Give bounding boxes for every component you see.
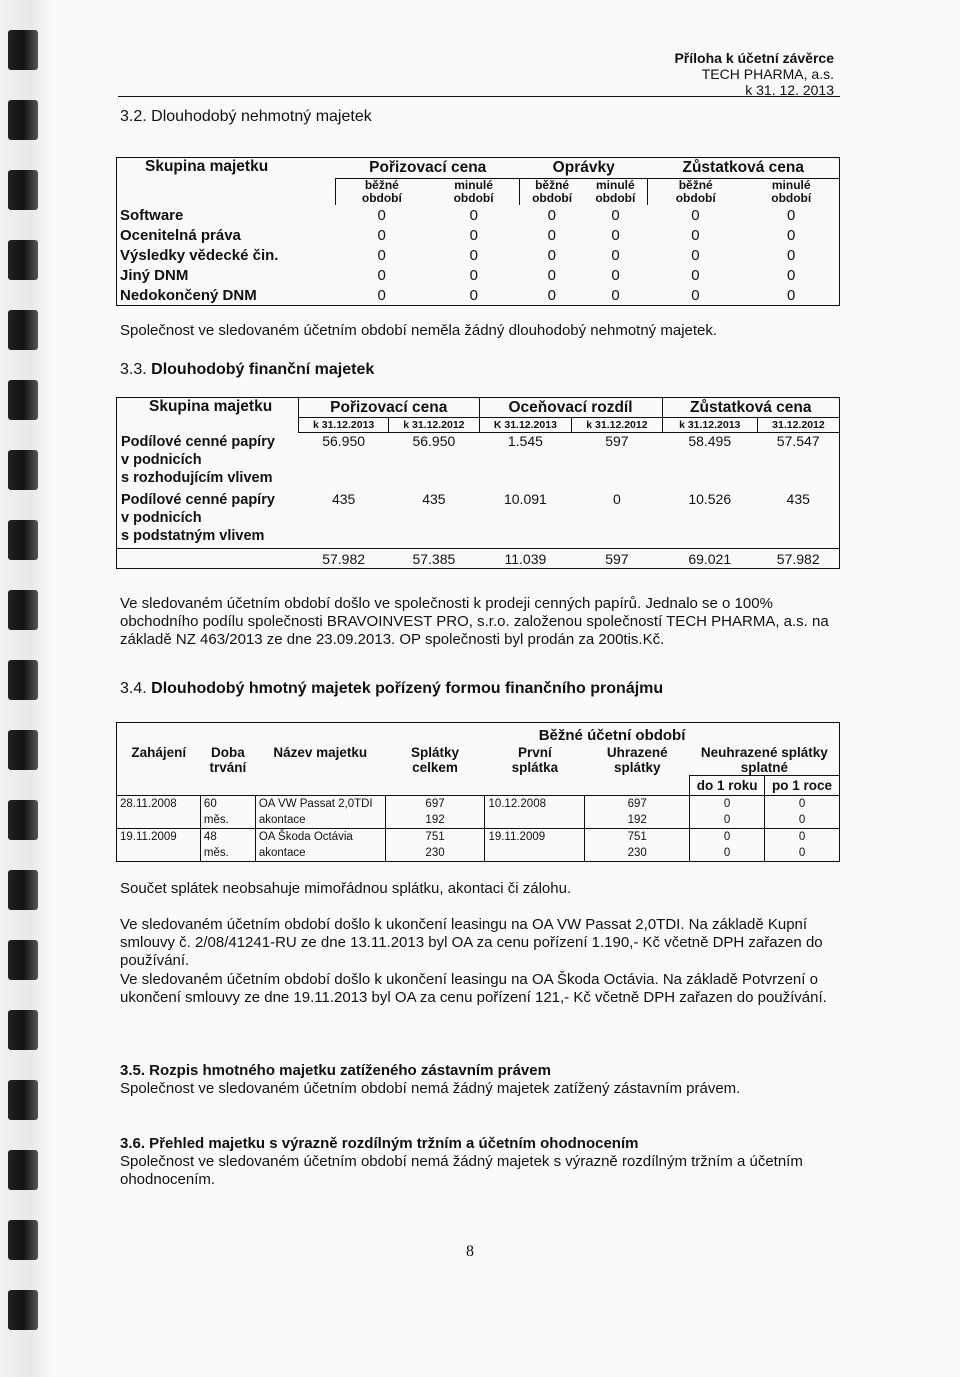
cell: 697	[585, 795, 690, 812]
cell: 0	[787, 246, 796, 264]
section-3-2-note: Společnost ve sledovaném účetním období neměla žádný dlouhodobý nehmotný majetek.	[120, 322, 718, 339]
section-3-4-p1: Součet splátek neobsahuje mimořádnou splátku, akontaci či zálohu.	[120, 880, 572, 897]
cell: 230	[585, 845, 690, 862]
section-3-3-heading	[120, 361, 374, 379]
col-group-header: Skupina majetku	[149, 398, 273, 415]
table-row	[117, 245, 840, 265]
cell: 0	[691, 266, 700, 284]
binding-spine	[0, 0, 52, 1377]
table-row	[117, 812, 840, 829]
sub-header: minulé	[771, 178, 811, 192]
cell: 69.021	[688, 550, 732, 567]
sub-header: období	[361, 191, 402, 205]
sub-header: běžné	[535, 178, 570, 192]
table-row	[117, 795, 840, 812]
cell: 60	[200, 795, 255, 812]
cell: 57.982	[776, 550, 820, 567]
group-header: Zůstatková cena	[662, 398, 839, 418]
cell: 0	[691, 246, 700, 264]
cell: 0	[787, 206, 796, 224]
cell: 435	[331, 490, 356, 507]
col-header: Doba	[211, 744, 245, 760]
row-label: Nedokončený DNM	[120, 286, 257, 304]
cell: 0	[691, 286, 700, 304]
cell: 0	[611, 246, 620, 264]
cell: 0	[690, 828, 765, 845]
section-number: 3.2.	[120, 108, 147, 125]
cell: 0	[798, 846, 806, 859]
col-header: po 1 roce	[765, 775, 840, 795]
binder-ring	[8, 1010, 38, 1050]
sub-header: K 31.12.2013	[479, 418, 572, 433]
cell: 19.11.2009	[117, 828, 201, 845]
cell: 751	[585, 828, 690, 845]
row-label: Ocenitelná práva	[120, 226, 241, 244]
binder-ring	[8, 1150, 38, 1190]
cell: 10.12.2008	[485, 795, 585, 812]
sub-header: minulé	[454, 178, 493, 192]
row-label-line: Podílové cenné papíry	[121, 433, 275, 450]
col-group-header: Skupina majetku	[145, 158, 269, 175]
cell: 597	[605, 433, 629, 449]
binder-ring	[8, 730, 38, 770]
cell: 0	[469, 226, 479, 244]
section-3-6-heading: 3.6. Přehled majetku s výrazně rozdílným tržním a účetním ohodnocením	[120, 1135, 639, 1152]
cell: 697	[385, 795, 485, 812]
col-header: do 1 roku	[690, 775, 765, 795]
binder-ring	[8, 310, 38, 350]
binder-ring	[8, 660, 38, 700]
cell: 597	[605, 550, 629, 567]
cell: akontace	[255, 812, 385, 829]
table-row	[117, 828, 840, 845]
sub-header: běžné	[364, 178, 399, 192]
row-label: Výsledky vědecké čin.	[120, 246, 279, 264]
binder-ring	[8, 1220, 38, 1260]
binder-ring	[8, 450, 38, 490]
cell: 751	[385, 828, 485, 845]
sub-header: období	[595, 191, 636, 205]
table-row	[117, 491, 840, 549]
cell: 56.950	[322, 433, 366, 449]
cell: 192	[385, 812, 485, 829]
group-header: Oprávky	[520, 158, 647, 179]
cell: 0	[691, 226, 700, 244]
section-number: 3.4.	[120, 680, 147, 697]
cell: 435	[786, 490, 810, 507]
row-label: Software	[120, 206, 184, 224]
cell: 0	[798, 830, 806, 843]
group-header: Pořizovací cena	[299, 398, 480, 418]
cell: 0	[547, 266, 556, 284]
period-header: Běžné účetní období	[538, 727, 686, 745]
section-3-4-p3: Ve sledovaném účetním období došlo k ukončení leasingu na OA Škoda Octávia. Na základě Potvrzení o ukončení smlouvy ze dne 19.11.2013 byl OA za cenu pořízení 121,- Kč včetně DPH zařazen do používání.	[120, 971, 827, 1006]
cell: 0	[798, 797, 806, 810]
sub-header: k 31.12.2013	[662, 418, 757, 433]
table-row	[117, 225, 840, 245]
intangible-assets-table	[116, 157, 840, 306]
page-number: 8	[466, 1243, 474, 1260]
cell: 0	[691, 206, 700, 224]
cell: 0	[547, 226, 556, 244]
cell: 0	[787, 226, 796, 244]
col-header: splatné	[740, 759, 788, 775]
binder-ring	[8, 170, 38, 210]
cell: 0	[611, 226, 620, 244]
cell: 10.526	[688, 490, 732, 507]
row-label-line: v podnicích	[121, 451, 202, 468]
sub-header: období	[675, 191, 716, 205]
cell: 10.091	[503, 490, 547, 507]
cell: 57.385	[412, 550, 456, 567]
cell: 0	[469, 206, 479, 224]
cell: 0	[690, 845, 765, 862]
row-label-line: s podstatným vlivem	[121, 527, 265, 544]
cell: 11.039	[504, 550, 547, 567]
col-header: trvání	[209, 759, 247, 775]
cell: 48	[200, 828, 255, 845]
cell: 0	[377, 286, 386, 304]
row-label-line: v podnicích	[121, 509, 202, 526]
cell: 0	[611, 206, 620, 224]
section-3-2-heading	[120, 108, 372, 126]
page-header	[674, 50, 834, 98]
section-3-4-p2: Ve sledovaném účetním období došlo k ukončení leasingu na OA VW Passat 2,0TDI. Na základě Kupní smlouvy č. 2/08/41241-RU ze dne 13.11.2013 byl OA za cenu pořízení 1.190,- Kč včetně DPH zařazen do používání.	[120, 916, 823, 969]
binder-ring	[8, 800, 38, 840]
row-label	[117, 433, 299, 491]
section-3-5-heading: 3.5. Rozpis hmotného majetku zatíženého zástavním právem	[120, 1062, 551, 1079]
table-row	[117, 285, 840, 306]
cell: 0	[377, 206, 386, 224]
row-label: Jiný DNM	[120, 266, 189, 284]
header-line2: TECH PHARMA, a.s.	[701, 66, 834, 82]
cell: 435	[422, 490, 446, 507]
cell: 28.11.2008	[117, 795, 201, 812]
financial-assets-table	[116, 397, 840, 569]
cell: 0	[611, 266, 620, 284]
section-3-6-text: Společnost ve sledovaném účetním období nemá žádný majetek s výrazně rozdílným tržním a účetním ohodnocením.	[120, 1153, 803, 1188]
binder-ring	[8, 940, 38, 980]
cell: 58.495	[688, 433, 732, 449]
col-header: Neuhrazené splátky	[700, 744, 828, 760]
cell: měs.	[200, 812, 255, 829]
binder-ring	[8, 240, 38, 280]
cell: 57.547	[776, 433, 820, 449]
section-3-5-text: Společnost ve sledovaném účetním období nemá žádný majetek zatížený zástavním právem.	[120, 1080, 741, 1097]
cell: 0	[377, 266, 386, 284]
sub-header: minulé	[595, 178, 635, 192]
cell	[117, 812, 201, 829]
row-label-line: s rozhodujícím vlivem	[121, 469, 273, 486]
cell: 0	[377, 246, 386, 264]
sub-header: 31.12.2012	[757, 418, 839, 433]
row-label	[117, 491, 299, 549]
sub-header: období	[532, 191, 573, 205]
col-header: Zahájení	[131, 744, 187, 760]
cell: 1.545	[507, 433, 543, 449]
col-header: První	[517, 744, 552, 760]
section-title: Dlouhodobý nehmotný majetek	[151, 108, 372, 125]
cell: 0	[469, 246, 479, 264]
col-header: Název majetku	[273, 744, 368, 760]
cell: 0	[547, 246, 556, 264]
cell: 0	[613, 490, 621, 507]
cell: 0	[611, 286, 620, 304]
cell: 0	[547, 286, 556, 304]
binder-ring	[8, 100, 38, 140]
cell: 0	[690, 812, 765, 829]
section-title: Dlouhodobý hmotný majetek pořízený formou finančního pronájmu	[151, 680, 664, 697]
cell	[485, 812, 585, 829]
lease-table	[116, 722, 840, 862]
cell: OA Škoda Octávia	[255, 828, 385, 845]
section-number: 3.3.	[120, 361, 147, 378]
table-row	[117, 265, 840, 285]
cell	[485, 845, 585, 862]
col-header: celkem	[412, 759, 458, 775]
cell: 192	[585, 812, 690, 829]
cell: 0	[469, 266, 479, 284]
sub-header: běžné	[678, 178, 713, 192]
sub-header: období	[453, 191, 494, 205]
binder-ring	[8, 380, 38, 420]
sub-header: k 31.12.2013	[299, 418, 389, 433]
cell: 56.950	[412, 433, 456, 449]
total-row	[117, 549, 840, 569]
cell: měs.	[200, 845, 255, 862]
group-header: Oceňovací rozdíl	[479, 398, 662, 418]
row-label-line: Podílové cenné papíry	[121, 491, 275, 508]
col-header: splátka	[511, 759, 559, 775]
cell: 57.982	[322, 550, 366, 567]
table-row	[117, 845, 840, 862]
col-header: Splátky	[411, 744, 460, 760]
section-title: Dlouhodobý finanční majetek	[151, 361, 375, 378]
cell: 0	[377, 226, 386, 244]
table-row	[117, 433, 840, 491]
sub-header: k 31.12.2012	[389, 418, 479, 433]
binder-ring	[8, 1080, 38, 1120]
cell	[117, 845, 201, 862]
binder-ring	[8, 870, 38, 910]
col-header: splátky	[613, 759, 661, 775]
group-header: Pořizovací cena	[336, 158, 520, 179]
binder-ring	[8, 520, 38, 560]
cell: 0	[787, 286, 796, 304]
cell: akontace	[255, 845, 385, 862]
sub-header: k 31.12.2012	[572, 418, 662, 433]
binder-ring	[8, 30, 38, 70]
table-row	[117, 205, 840, 225]
cell: 0	[787, 266, 796, 284]
cell: 0	[798, 813, 806, 826]
group-header: Zůstatková cena	[647, 158, 839, 179]
section-3-3-note: Ve sledovaném účetním období došlo ve společnosti k prodeji cenných papírů. Jednalo se o 100% obchodního podílu společnosti BRAVOINVEST PRO, s.r.o. založenou společností TECH PHARMA, a.s. na základě NZ 463/2013 ze dne 23.09.2013. OP společnosti byl prodán za 200tis.Kč.	[120, 595, 829, 648]
section-3-4-heading	[120, 680, 663, 698]
header-line1: Příloha k účetní závěrce	[674, 50, 834, 66]
cell: 19.11.2009	[485, 828, 585, 845]
cell: 0	[547, 206, 556, 224]
binder-ring	[8, 590, 38, 630]
sub-header: období	[771, 191, 812, 205]
header-rule	[118, 96, 840, 97]
cell: 0	[690, 795, 765, 812]
cell: 230	[385, 845, 485, 862]
cell: 0	[469, 286, 479, 304]
col-header: Uhrazené	[606, 744, 668, 760]
binder-ring	[8, 1290, 38, 1330]
header-line3: k 31. 12. 2013	[745, 82, 834, 98]
cell: OA VW Passat 2,0TDI	[255, 795, 385, 812]
